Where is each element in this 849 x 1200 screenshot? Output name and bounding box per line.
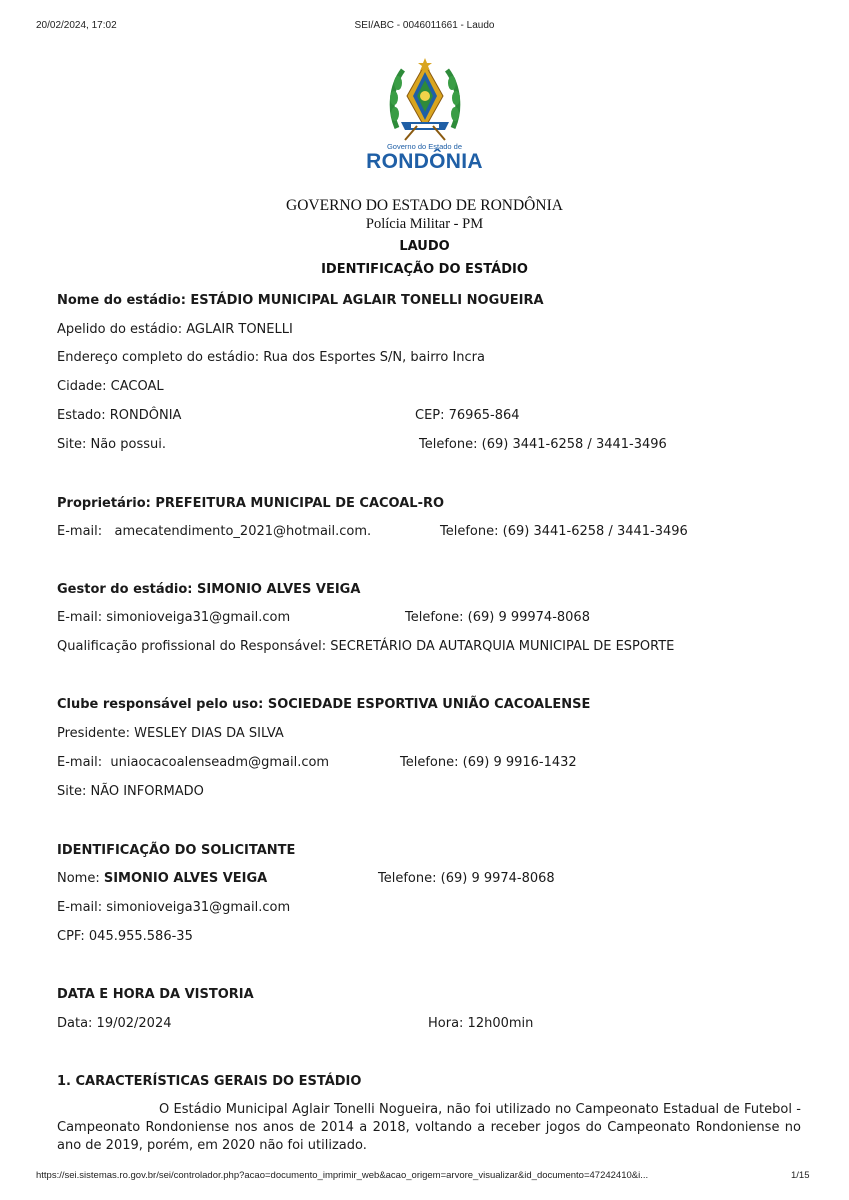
solicitante-nome-label: Nome:: [57, 871, 104, 886]
clube-telefone: Telefone: (69) 9 9916-1432: [400, 755, 577, 770]
solicitante-heading: IDENTIFICAÇÃO DO SOLICITANTE: [57, 843, 296, 858]
estadio-nome: [57, 293, 544, 308]
solicitante-cpf: CPF: 045.955.586-35: [57, 929, 193, 944]
logo-line-rondonia: RONDÔNIA: [366, 150, 483, 173]
logo-line-governo: Governo do Estado de: [386, 142, 463, 151]
proprietario-label: Proprietário:: [57, 496, 156, 511]
solicitante-email: E-mail: simonioveiga31@gmail.com: [57, 900, 291, 915]
clube: [57, 697, 590, 712]
estadio-telefone: Telefone: (69) 3441-6258 / 3441-3496: [419, 437, 667, 452]
proprietario: [57, 496, 444, 511]
estadio-estado: Estado: RONDÔNIA: [57, 408, 182, 423]
clube-label: Clube responsável pelo uso:: [57, 697, 268, 712]
proprietario-email: E-mail: amecatendimento_2021@hotmail.com.: [57, 524, 372, 539]
print-datetime: 20/02/2024, 17:02: [36, 20, 117, 31]
solicitante-telefone: Telefone: (69) 9 9974-8068: [378, 871, 555, 886]
gestor-value: SIMONIO ALVES VEIGA: [197, 582, 361, 597]
print-url: https://sei.sistemas.ro.gov.br/sei/controlador.php?acao=documento_imprimir_web&acao_origem=arvore_visualizar&id_documento=47242410&i...: [36, 1170, 649, 1181]
estadio-apelido: Apelido do estádio: AGLAIR TONELLI: [57, 322, 293, 337]
section-title: IDENTIFICAÇÃO DO ESTÁDIO: [321, 262, 528, 277]
vistoria-heading: DATA E HORA DA VISTORIA: [57, 987, 254, 1002]
clube-email: E-mail: uniaocacoalenseadm@gmail.com: [57, 755, 330, 770]
estadio-nome-value: ESTÁDIO MUNICIPAL AGLAIR TONELLI NOGUEIRA: [190, 293, 544, 308]
caracteristicas-paragraph: O Estádio Municipal Aglair Tonelli Nogueira, não foi utilizado no Campeonato Estadual de Futebol - Campeonato Rondoniense nos anos de 2014 a 2018, voltando a receber jogos do Campeonato Rondoniense no ano de 2019, porém, em 2020 não foi utilizado.: [57, 1102, 801, 1153]
laudo-title: LAUDO: [399, 239, 450, 254]
vistoria-hora: Hora: 12h00min: [428, 1016, 534, 1031]
proprietario-value: PREFEITURA MUNICIPAL DE CACOAL-RO: [155, 496, 445, 511]
gestor-telefone: Telefone: (69) 9 99974-8068: [405, 610, 590, 625]
print-page-number: 1/15: [791, 1170, 810, 1181]
gestor-email: E-mail: simonioveiga31@gmail.com: [57, 610, 291, 625]
gov-title: GOVERNO DO ESTADO DE RONDÔNIA: [286, 197, 563, 214]
gestor-label: Gestor do estádio:: [57, 582, 198, 597]
estadio-endereco: Endereço completo do estádio: Rua dos Esportes S/N, bairro Incra: [57, 350, 485, 365]
estadio-cidade: Cidade: CACOAL: [57, 379, 164, 394]
proprietario-telefone: Telefone: (69) 3441-6258 / 3441-3496: [440, 524, 688, 539]
estadio-site: Site: Não possui.: [57, 437, 166, 452]
solicitante-nome-value: SIMONIO ALVES VEIGA: [103, 871, 268, 886]
clube-site: Site: NÃO INFORMADO: [57, 784, 204, 799]
solicitante-nome: [57, 871, 267, 886]
clube-presidente: Presidente: WESLEY DIAS DA SILVA: [57, 726, 284, 741]
coat-of-arms-icon: [0, 58, 849, 146]
estadio-cep: CEP: 76965-864: [415, 408, 520, 423]
estadio-nome-label: Nome do estádio:: [57, 293, 191, 308]
clube-value: SOCIEDADE ESPORTIVA UNIÃO CACOALENSE: [267, 697, 591, 712]
gestor-qualificacao: Qualificação profissional do Responsável: SECRETÁRIO DA AUTARQUIA MUNICIPAL DE ESPORTE: [57, 639, 675, 654]
print-doc-title: SEI/ABC - 0046011661 - Laudo: [354, 20, 495, 31]
gestor: [57, 582, 360, 597]
vistoria-data: Data: 19/02/2024: [57, 1016, 172, 1031]
caracteristicas-heading: 1. CARACTERÍSTICAS GERAIS DO ESTÁDIO: [57, 1074, 362, 1089]
gov-subtitle: Polícia Militar - PM: [365, 216, 484, 232]
